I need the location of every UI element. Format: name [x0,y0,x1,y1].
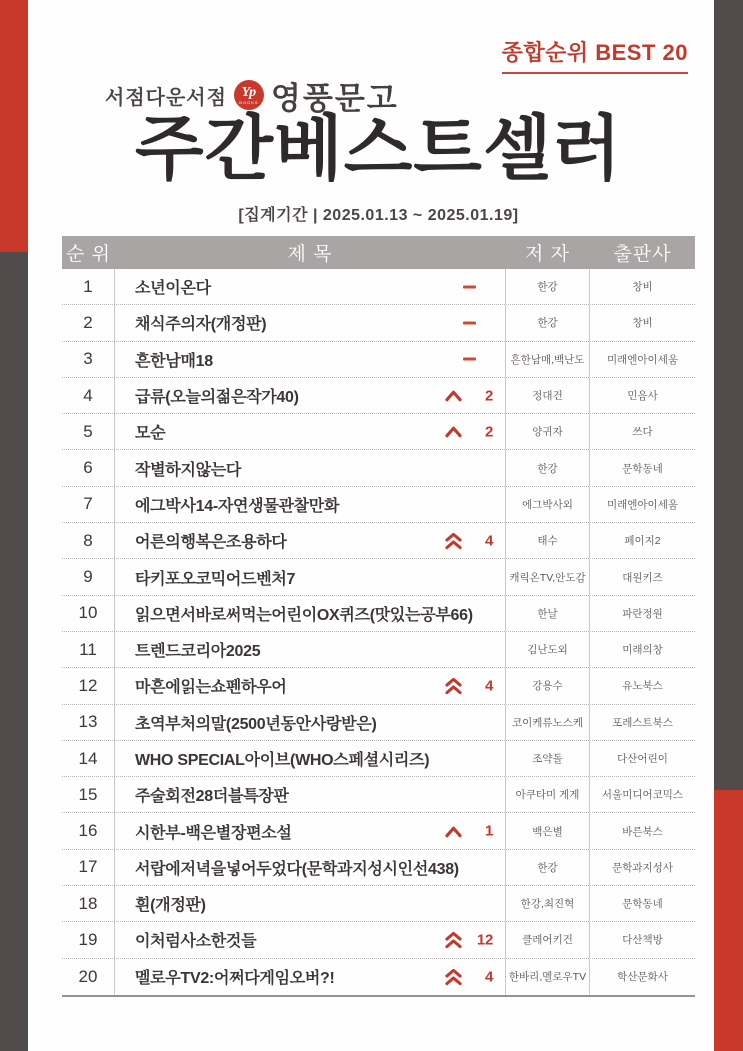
publisher-cell: 미래엔아이세움 [606,498,678,511]
table-row [62,487,695,523]
book-title: 어른의행복은조용하다 [135,534,287,552]
book-title: 타키포오코믹어드벤처7 [135,570,296,588]
publisher-cell: 창비 [632,317,653,330]
rank-number: 1 [83,276,93,296]
title-cell [115,668,505,703]
book-title: 읽으면서바로써먹는어린이OX퀴즈(맛있는공부66) [135,606,473,624]
aggregation-period: [집계기간 | 2025.01.13 ~ 2025.01.19] [238,207,519,224]
publisher-cell: 포레스트북스 [612,716,673,729]
title-cell [115,813,505,848]
rank-cell [62,559,115,594]
title-cell [115,705,505,740]
author-cell: 한바리,멜로우TV [505,959,590,995]
table-row [62,596,695,632]
rank-number: 12 [78,675,98,695]
publisher-cell: 파란정원 [622,607,663,620]
book-title: 소년이온다 [135,280,211,298]
title-cell [115,777,505,812]
author-cell: 강용수 [505,668,590,703]
rank-cell [62,378,115,413]
table-row [62,559,695,595]
left-accent-bar-red [0,0,28,252]
rank-change-value: 4 [484,968,493,986]
rank-cell [62,342,115,377]
author-cell: 조약돌 [505,741,590,776]
brand-name: 영풍문고 [270,80,399,116]
publisher-cell: 쓰다 [632,426,653,439]
table-row [62,378,695,414]
right-accent-bar-dark [714,0,743,790]
publisher-cell: 민음사 [627,390,658,403]
publisher-cell: 미래의창 [622,644,663,657]
rank-cell [62,668,115,703]
title-cell [115,632,505,667]
rank-change-indicator [445,358,493,361]
author-cell: 한강,최진혁 [505,886,590,921]
rank-change-value: 4 [484,677,493,695]
rank-number: 14 [78,748,98,768]
rank-change-indicator [445,423,493,440]
rank-cell [62,741,115,776]
rank-change-indicator [445,968,493,985]
rank-up-icon [445,824,462,838]
rank-cell [62,886,115,921]
table-row [62,959,695,995]
rank-cell [62,487,115,522]
book-title: 멜로우TV2:어쩌다게임오버?! [135,970,335,988]
publisher-cell: 학산문화사 [617,971,668,984]
book-title: 마흔에읽는쇼펜하우어 [135,679,287,697]
book-title: 트렌드코리아2025 [135,643,261,661]
rank-number: 15 [78,784,98,804]
rank-cell [62,305,115,340]
left-accent-bar-dark [0,252,28,1051]
author-cell: 한강 [505,850,590,885]
author-cell: 흔한남매,백난도 [505,342,590,377]
rank-up-double-icon [445,931,462,948]
author-cell: 백은별 [505,813,590,848]
author-cell: 태수 [505,523,590,558]
rank-number: 11 [79,639,97,659]
table-header-row [62,236,695,269]
author-cell: 클레어키건 [505,922,590,957]
rank-change-value: 1 [484,822,493,840]
author-column-header: 저 자 [525,244,570,265]
book-title: 초역부처의말(2500년동안사랑받은) [135,715,377,733]
author-cell: 한날 [505,596,590,631]
rank-cell [62,450,115,485]
book-title: 작별하지않는다 [135,461,242,479]
rank-cell [62,959,115,995]
publisher-cell: 다산어린이 [617,753,668,765]
title-cell [115,487,505,522]
rank-number: 6 [83,458,93,478]
publisher-cell: 유노북스 [622,680,663,693]
book-title: 시한부-백은별장편소설 [135,824,292,842]
rank-change-indicator [445,677,493,694]
author-cell: 한강 [505,450,590,485]
yp-logo-monogram: Yp [241,84,257,100]
title-cell [115,886,505,921]
author-cell: 캐릭온TV,안도감 [505,559,590,594]
rank-number: 19 [78,929,98,949]
table-row [62,269,695,305]
rank-change-value: 12 [476,931,493,949]
author-cell: 양귀자 [505,414,590,449]
rank-number: 18 [78,893,98,913]
book-title: 서랍에저녁을넣어두었다(문학과지성시인선438) [135,860,459,878]
rank-number: 16 [78,821,98,841]
rank-cell [62,269,115,304]
author-cell: 한강 [505,305,590,340]
author-cell: 코이케류노스케 [505,705,590,740]
rank-cell [62,705,115,740]
publisher-cell: 바른북스 [622,825,663,838]
book-title: 흔한남매18 [135,352,213,370]
book-title: 채식주의자(개정판) [135,316,267,334]
publisher-cell: 다산책방 [622,934,663,947]
title-cell [115,850,505,885]
rank-up-double-icon [445,532,462,549]
rank-cell [62,850,115,885]
title-cell [115,596,505,631]
publisher-cell: 창비 [632,281,653,294]
rank-up-double-icon [445,677,462,694]
table-row [62,632,695,668]
right-accent-bar-red [714,790,743,1051]
book-title: 모순 [135,425,166,443]
rank-number: 5 [83,421,93,441]
table-row [62,777,695,813]
table-row [62,813,695,849]
book-title: 에그박사14-자연생물관찰만화 [135,497,340,515]
rank-cell [62,813,115,848]
publisher-cell: 서울미디어코믹스 [601,789,684,802]
rank-up-icon [445,389,462,403]
rank-change-value: 4 [484,532,493,550]
table-row [62,342,695,378]
book-title: 이처럼사소한것들 [135,933,257,951]
publisher-column-header: 출판사 [613,244,672,265]
rank-cell [62,523,115,558]
no-change-icon [463,358,476,361]
rank-change-indicator [445,387,493,404]
book-title: 주술회전28더블특장판 [135,788,289,806]
title-cell [115,922,505,957]
publisher-cell: 문학과지성사 [612,861,673,874]
rank-number: 10 [78,603,98,623]
title-cell [115,414,505,449]
rank-change-value: 2 [484,423,493,441]
table-row [62,741,695,777]
table-row [62,450,695,486]
title-cell [115,959,505,995]
rank-number: 17 [78,857,98,877]
rank-column-header: 순 위 [66,244,111,265]
no-change-icon [463,285,476,288]
rank-number: 4 [83,385,93,405]
overall-rank-label: 종합순위 BEST 20 [502,36,688,74]
rank-cell [62,414,115,449]
title-cell [115,450,505,485]
rank-change-indicator [445,321,493,324]
title-cell [115,305,505,340]
rank-change-indicator [445,931,493,948]
rank-number: 9 [83,567,93,587]
book-title: WHO SPECIAL아이브(WHO스페셜시리즈) [135,752,430,769]
rank-cell [62,777,115,812]
publisher-cell: 문학동네 [622,462,663,475]
publisher-cell: 문학동네 [622,898,663,911]
bestseller-table [62,236,695,997]
rank-number: 8 [83,530,93,550]
publisher-cell: 미래엔아이세움 [606,353,678,366]
table-row [62,414,695,450]
author-cell: 정대건 [505,378,590,413]
title-cell [115,741,505,776]
author-cell: 아쿠타미 게게 [505,777,590,812]
rank-number: 20 [78,966,98,986]
rank-number: 7 [83,494,93,514]
table-row [62,305,695,341]
table-row [62,668,695,704]
book-title: 급류(오늘의젊은작가40) [135,389,299,407]
page-title: 주간베스트셀러 [134,110,623,189]
title-cell [115,269,505,304]
rank-up-icon [445,425,462,439]
rank-cell [62,596,115,631]
author-cell: 에그박사외 [505,487,590,522]
publisher-cell: 대원키즈 [622,571,663,584]
title-cell [115,559,505,594]
rank-up-double-icon [445,968,462,985]
rank-cell [62,632,115,667]
no-change-icon [463,321,476,324]
rank-change-indicator [445,532,493,549]
table-row [62,523,695,559]
book-title: 흰(개정판) [135,897,206,915]
publisher-cell: 페이지2 [624,535,661,548]
title-column-header: 제 목 [287,244,333,265]
rank-number: 3 [83,349,93,369]
rank-number: 2 [83,312,93,332]
rank-change-value: 2 [484,387,493,405]
author-cell: 한강 [505,269,590,304]
title-cell [115,523,505,558]
rank-number: 13 [78,712,98,732]
rank-change-indicator [445,823,493,840]
title-cell [115,378,505,413]
table-row [62,705,695,741]
rank-cell [62,922,115,957]
title-cell [115,342,505,377]
table-row [62,922,695,958]
table-row [62,850,695,886]
rank-change-indicator [445,285,493,288]
author-cell: 김난도외 [505,632,590,667]
table-body [62,269,695,997]
brand-tagline: 서점다운서점 [105,86,227,109]
table-row [62,886,695,922]
yp-logo-subtext: BOOKS [239,99,259,105]
